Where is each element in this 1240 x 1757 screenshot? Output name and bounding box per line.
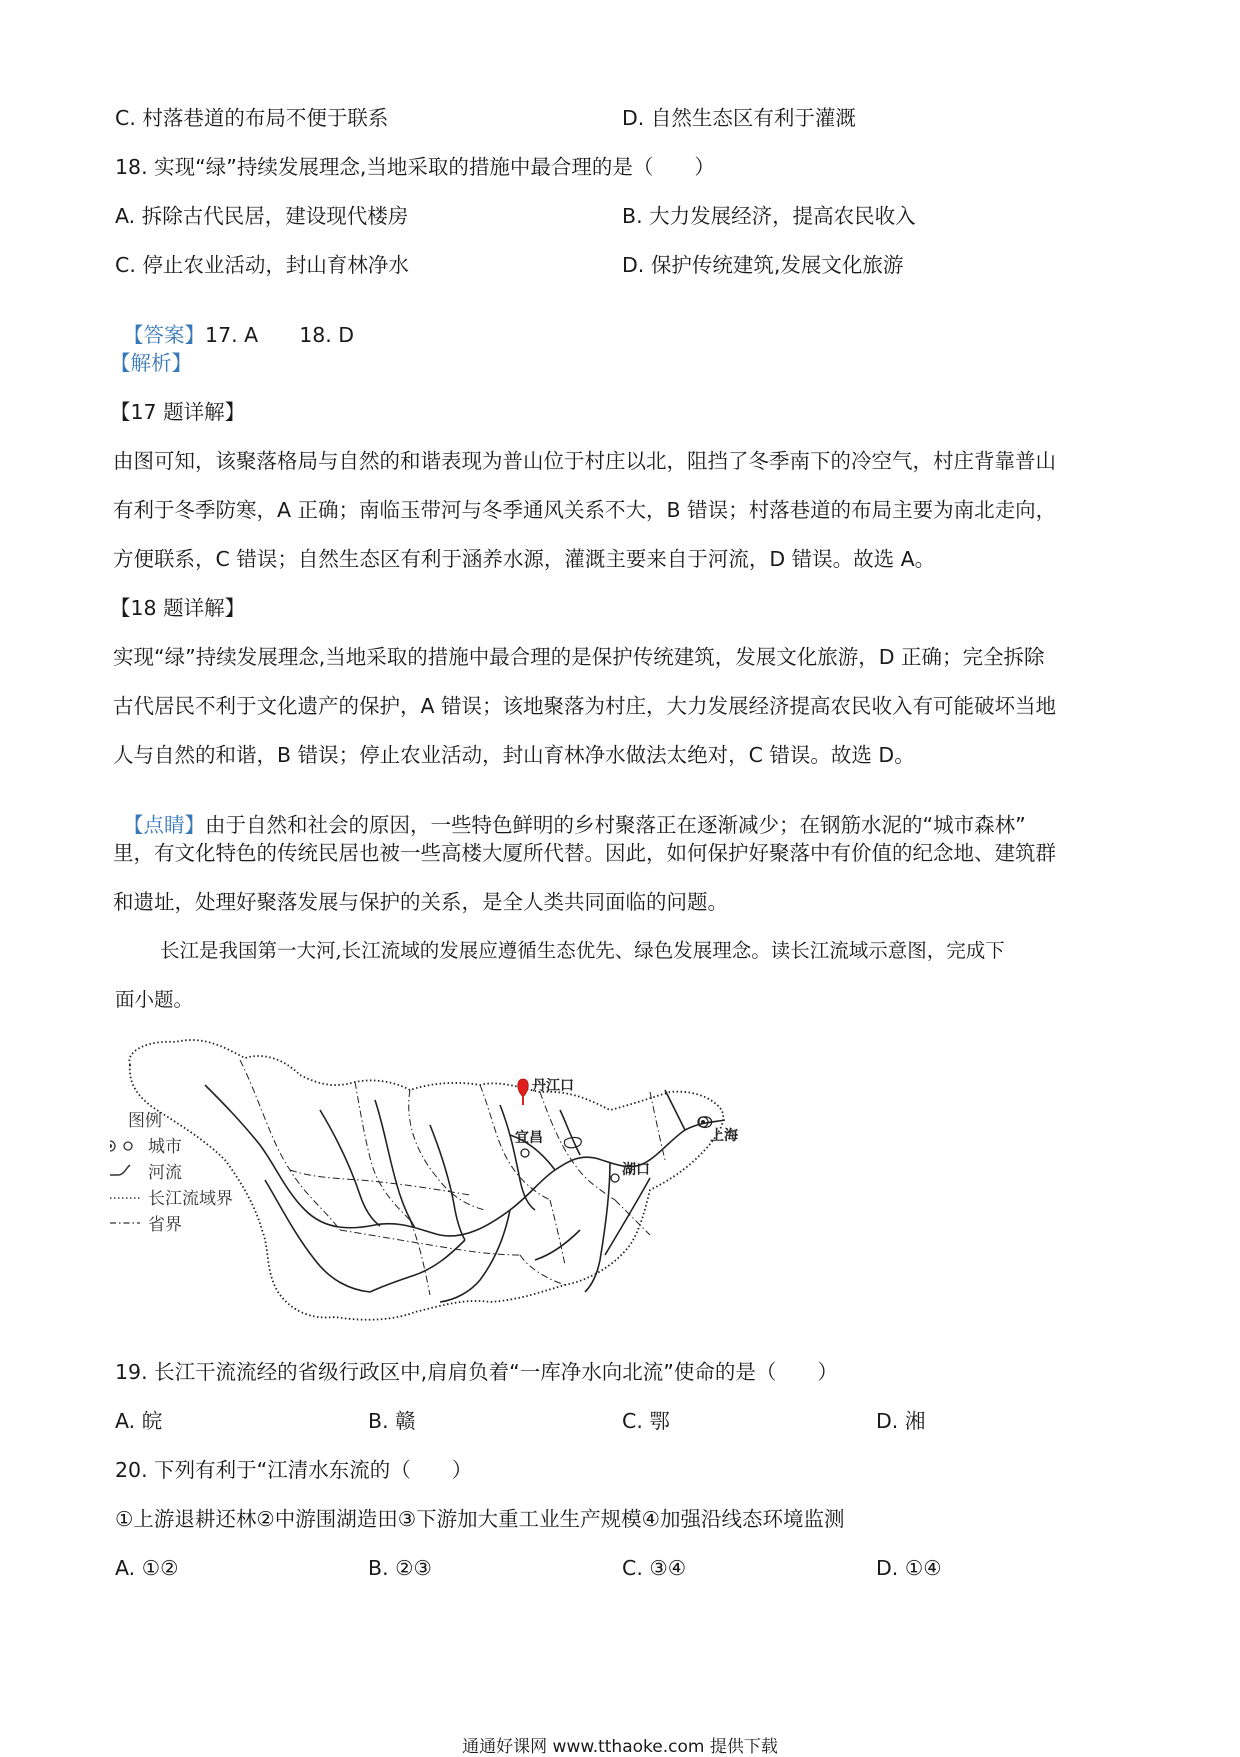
yangtze-basin-map <box>110 1030 780 1335</box>
answer-line <box>110 304 354 345</box>
detail17-line-3: 方便联系，C 错误；自然生态区有利于涵养水源，灌溉主要来自于河流，D 错误。故选 A。 <box>113 547 936 571</box>
q18-option-b: B. 大力发展经济，提高农民收入 <box>622 204 916 228</box>
shanghai-city-icon <box>698 1117 708 1127</box>
dianjing-line-1 <box>110 794 1026 835</box>
q20-items: ①上游退耕还林②中游围湖造田③下游加大重工业生产规模④加强沿线态环境监测 <box>115 1507 845 1531</box>
answer-tag: 【答案】 <box>123 322 206 347</box>
detail18-line-3: 人与自然的和谐，B 错误；停止农业活动，封山育林净水做法太绝对，C 错误。故选 D。 <box>113 743 915 767</box>
detail17-line-1: 由图可知，该聚落格局与自然的和谐表现为普山位于村庄以北，阻挡了冬季南下的冷空气，村庄背靠普山 <box>113 449 1056 473</box>
city-symbol-icon <box>110 1141 132 1151</box>
legend-title: 图例 <box>128 1111 162 1131</box>
q19-stem: 19. 长江干流流经的省级行政区中,肩肩负着“一库净水向北流”使命的是（ ） <box>115 1360 838 1384</box>
map-svg <box>110 1030 780 1335</box>
dianjing-tag: 【点睛】 <box>123 812 206 837</box>
detail18-line-1: 实现“绿”持续发展理念,当地采取的措施中最合理的是保护传统建筑，发展文化旅游，D 正确；完全拆除 <box>113 645 1045 669</box>
yangtze-main-river <box>205 1085 725 1236</box>
dianjing-line-3: 和遗址，处理好聚落发展与保护的关系，是全人类共同面临的问题。 <box>113 890 728 914</box>
intro-line-2: 面小题。 <box>115 988 194 1011</box>
q18-option-d: D. 保护传统建筑,发展文化旅游 <box>622 253 904 277</box>
dianjing-text-1: 由于自然和社会的原因，一些特色鲜明的乡村聚落正在逐渐减少；在钢筋水泥的“城市森林” <box>205 812 1026 837</box>
answer-text: 17. A 18. D <box>205 322 355 347</box>
map-legend <box>110 1111 233 1235</box>
city-label-hukou: 湖口 <box>622 1162 650 1178</box>
intro-line-1: 长江是我国第一大河,长江流域的发展应遵循生态优先、绿色发展理念。读长江流域示意图，完成下 <box>160 939 1005 962</box>
q17-option-d: D. 自然生态区有利于灌溉 <box>622 106 856 130</box>
q20-option-a: A. ①② <box>115 1556 179 1580</box>
q18-stem: 18. 实现“绿”持续发展理念,当地采取的措施中最合理的是（ ） <box>115 155 715 179</box>
legend-river: 河流 <box>148 1163 182 1183</box>
city-label-shanghai: 上海 <box>710 1128 738 1144</box>
q20-option-c: C. ③④ <box>622 1556 687 1580</box>
q18-option-c: C. 停止农业活动，封山育林净水 <box>115 253 409 277</box>
river-symbol-icon <box>110 1165 130 1175</box>
analysis-tag: 【解析】 <box>110 351 192 375</box>
q17-option-c: C. 村落巷道的布局不便于联系 <box>115 106 389 130</box>
detail18-line-2: 古代居民不利于文化遗产的保护，A 错误；该地聚落为村庄，大力发展经济提高农民收入有可能破坏当地 <box>113 694 1057 718</box>
q20-stem: 20. 下列有利于“江清水东流的（ ） <box>115 1458 473 1482</box>
dianjing-line-2: 里，有文化特色的传统民居也被一些高楼大厦所代替。因此，如何保护好聚落中有价值的纪念地、建筑群 <box>113 841 1056 865</box>
city-label-yichang: 宜昌 <box>515 1130 543 1146</box>
hukou-city-icon <box>611 1174 619 1182</box>
q19-option-b: B. 赣 <box>368 1409 416 1433</box>
q19-option-a: A. 皖 <box>115 1409 163 1433</box>
q19-option-d: D. 湘 <box>876 1409 926 1433</box>
page-footer: 通通好课网 www.tthaoke.com 提供下载 <box>462 1737 778 1757</box>
legend-city: 城市 <box>148 1137 182 1157</box>
detail17-title: 【17 题详解】 <box>110 400 246 424</box>
danjiangkou-marker-icon <box>518 1079 529 1105</box>
q20-option-b: B. ②③ <box>368 1556 432 1580</box>
detail18-title: 【18 题详解】 <box>110 596 246 620</box>
city-label-danjiangkou: 丹江口 <box>532 1078 574 1094</box>
q19-option-c: C. 鄂 <box>622 1409 670 1433</box>
legend-basin-boundary: 长江流域界 <box>148 1189 233 1209</box>
detail17-line-2: 有利于冬季防寒，A 正确；南临玉带河与冬季通风关系不大，B 错误；村落巷道的布局主要为南北走向， <box>113 498 1057 522</box>
q20-option-d: D. ①④ <box>876 1556 942 1580</box>
q18-option-a: A. 拆除古代民居，建设现代楼房 <box>115 204 409 228</box>
legend-province: 省界 <box>148 1215 182 1235</box>
yichang-city-icon <box>521 1149 529 1157</box>
